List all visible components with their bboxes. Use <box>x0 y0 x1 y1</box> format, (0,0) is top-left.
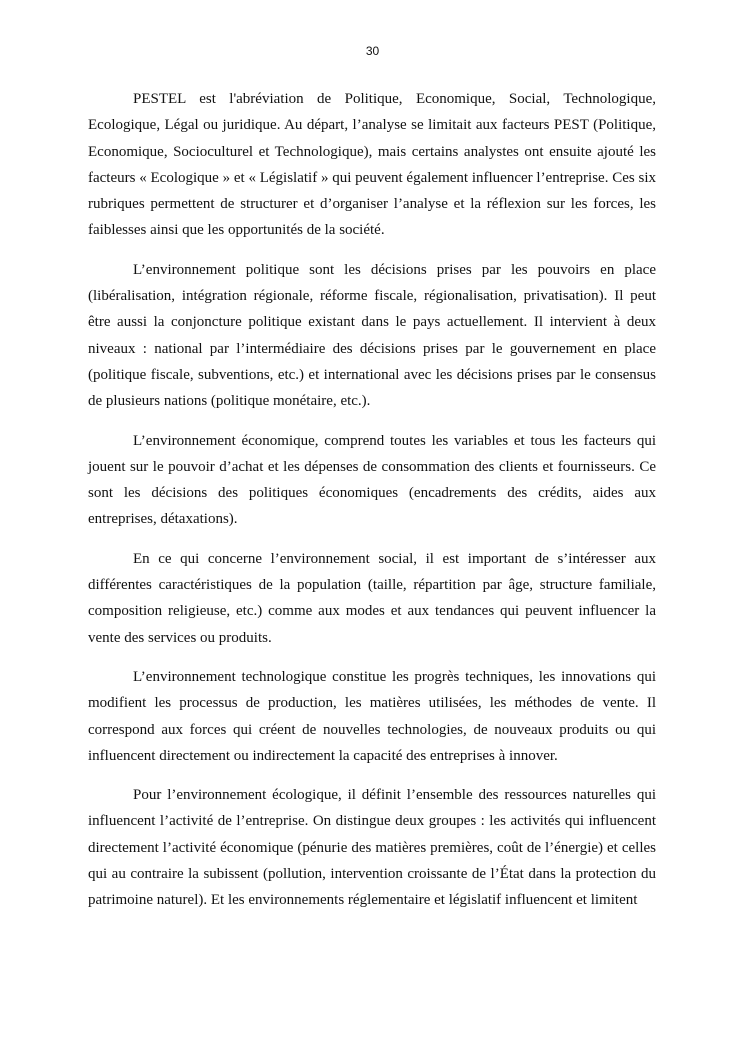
paragraph-technological-environment: L’environnement technologique constitue les progrès techniques, les innovations qui modifient les processus de production, les matières utilisées, les méthodes de vente. Il correspond aux forces qui créent de nouvelles technologies, de nouveaux produits ou qui influencent directement ou indirectement la capacité des entreprises à innover. <box>88 668 656 764</box>
document-body <box>88 86 656 914</box>
paragraph-economic-environment: L’environnement économique, comprend toutes les variables et tous les facteurs qui jouent sur le pouvoir d’achat et les dépenses de consommation des clients et fournisseurs. Ce sont les décisions des politiques économiques (encadrements des crédits, aides aux entreprises, détaxations). <box>88 432 656 528</box>
page-number: 30 <box>365 44 380 58</box>
paragraph-ecological-environment: Pour l’environnement écologique, il définit l’ensemble des ressources naturelles qui influencent l’activité de l’entreprise. On distingue deux groupes : les activités qui influencent directement l’activité économique (pénurie des matières premières, coût de l’énergie) et celles qui au contraire la subissent (pollution, intervention croissante de l’État dans la protection du patrimoine naturel). Et les environnements réglementaire et législatif influencent et limitent <box>88 787 656 909</box>
paragraph-social-environment: En ce qui concerne l’environnement social, il est important de s’intéresser aux différentes caractéristiques de la population (taille, répartition par âge, structure familiale, composition religieuse, etc.) comme aux modes et aux tendances qui peuvent influencer la vente des services ou produits. <box>88 550 656 646</box>
paragraph-political-environment: L’environnement politique sont les décisions prises par les pouvoirs en place (libéralisation, intégration régionale, réforme fiscale, régionalisation, privatisation). Il peut être aussi la conjoncture politique existant dans le pays actuellement. Il intervient à deux niveaux : national par l’intermédiaire des décisions prises par le gouvernement en place (politique fiscale, subventions, etc.) et international avec les décisions prises par le consensus de plusieurs nations (politique monétaire, etc.). <box>88 261 656 410</box>
paragraph-pestel-definition: PESTEL est l'abréviation de Politique, Economique, Social, Technologique, Ecologique, Légal ou juridique. Au départ, l’analyse se limitait aux facteurs PEST (Politique, Economique, Socioculturel et Technologique), mais certains analystes ont ensuite ajouté les facteurs « Ecologique » et « Législatif » qui peuvent également influencer l’entreprise. Ces six rubriques permettent de structurer et d’organiser l’analyse et la réflexion sur les forces, les faiblesses ainsi que les opportunités de la société. <box>88 91 656 239</box>
